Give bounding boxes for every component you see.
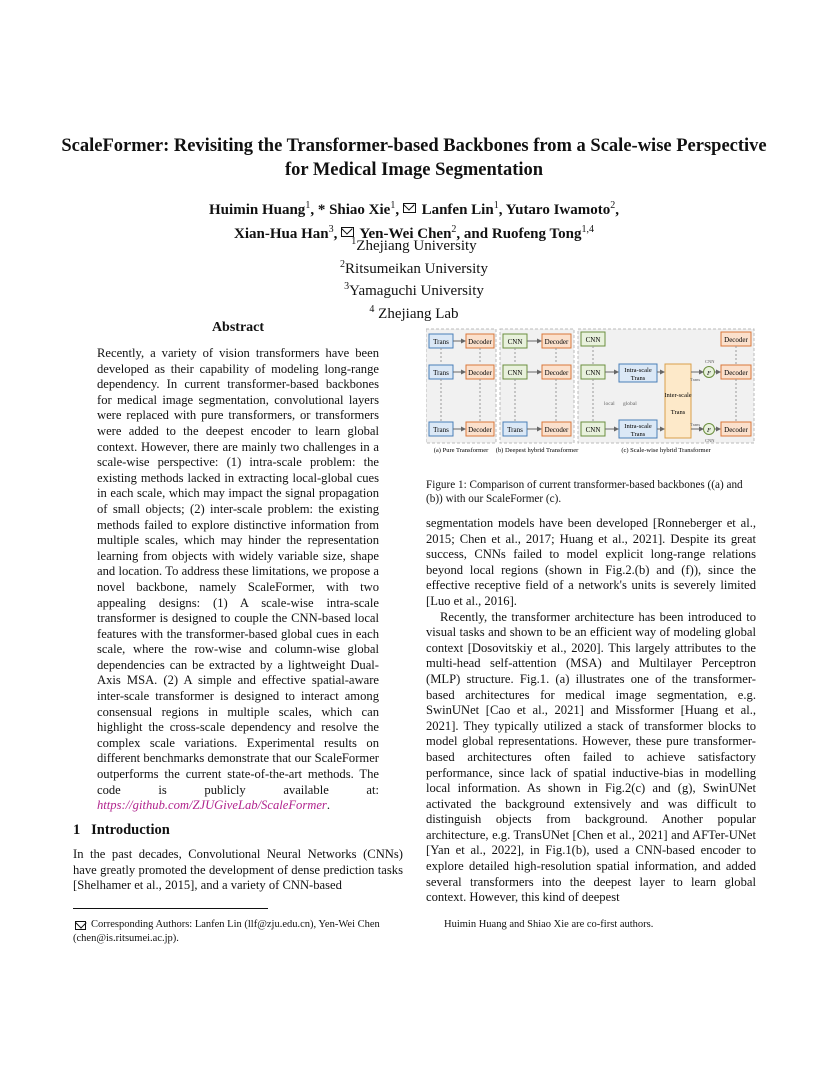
abstract-text: Recently, a variety of vision transformers have been developed as their capability of modeling long-range dependency. In current transformer-based backbones for medical image segmentation, convolutional layers were replaced with pure transformers, or transformers were added to the deepest encoder to learn global context. However, there are mainly two challenges in a scale-wise perspective: (1) intra-scale problem: the existing methods lacked in extracting local-global cues in each scale, which may impact the signal propagation of small objects; (2) inter-scale problem: the existing methods failed to explore distinctive information from multiple scales, which may hinder the representation learning from objects with widely variable size, shape and location. To address these limitations, we propose a novel backbone, namely ScaleFormer, with two appealing designs: (1) A scale-wise intra-scale transformer is designed to couple the CNN-based local features with the transformer-based global cues in each scale, where the row-wise and column-wise global dependencies can be extracted by a lightweight Dual-Axis MSA. (2) A simple and effective spatial-aware inter-scale transformer is designed to interact among consensual regions in multiple scales, which can highlight the cross-scale dependency and resolve the complex scale variations. Experimental results on different benchmarks demonstrate that our ScaleFormer outperforms the current state-of-the-art methods. The code is publicly available at: https://github.com/ZJUGiveLab/ScaleFormer. [97,346,379,813]
abstract-heading: Abstract [211,320,265,335]
footnote-cofirst: Huimin Huang and Shiao Xie are co-first authors. [444,919,654,930]
mail-icon [75,921,86,930]
decoder-label: Decoder [468,369,492,377]
decoder-label: Decoder [468,338,492,346]
figure-1 [426,325,756,469]
code-link[interactable]: https://github.com/ZJUGiveLab/ScaleFormer [97,798,327,813]
trans-label: Trans [507,426,523,434]
trans-label: Trans [690,377,701,382]
mail-icon [403,203,416,213]
abstract-body: Recently, a variety of vision transformers have been developed as their capability of modeling long-range dependency. In current transformer-based backbones for medical image segmentation, convolutional layers were replaced with pure transformers, or transformers were added to the deepest encoder to learn global context. However, there are mainly two challenges in a scale-wise perspective: (1) intra-scale problem: the existing methods lacked in extracting local-global cues in each scale, which may impact the signal propagation of small objects; (2) inter-scale problem: the existing methods failed to explore distinctive information from multiple scales, which may hinder the representation learning from objects with widely variable size, shape and location. To address these limitations, we propose a novel backbone, namely ScaleFormer, with two appealing designs: (1) A scale-wise intra-scale transformer is designed to couple the CNN-based local features with the transformer-based global cues in each scale, where the row-wise and column-wise global dependencies can be extracted by a lightweight Dual-Axis MSA. (2) A simple and effective spatial-aware inter-scale transformer is designed to interact among consensual regions in multiple scales, which can highlight the cross-scale dependency and resolve the complex scale variations. Experimental results on different benchmarks demonstrate that our ScaleFormer outperforms the current state-of-the-art methods. The code is publicly available at: [97,346,379,797]
trans-label: Trans [670,409,686,416]
footnote-text: Corresponding Authors: Lanfen Lin (llf@zju.edu.cn), Yen-Wei Chen (chen@is.ritsumei.ac.jp). [73,919,380,944]
fusion-label: F [707,370,711,377]
architecture-diagram [426,325,756,469]
affiliation: Zhejiang Lab [378,305,459,322]
decoder-label: Decoder [544,338,569,346]
section-heading [73,822,170,839]
decoder-label: Decoder [544,426,569,434]
author: Xian-Hua Han [234,226,329,242]
section-number: 1 [73,822,81,838]
trans-label: Trans [630,375,646,382]
decoder-label: Decoder [544,369,569,377]
paragraph: Recently, the transformer architecture has been introduced to visual tasks and shown to be an efficient way of modeling global context [Dosovitskiy et al., 2020]. This largely attributes to the multi-head self-attention (MSA) and Multilayer Perceptron (MLP) structure. Fig.1. (a) illustrates one of the transformer-based architectures for medical image segmentation, e.g. SwinUNet [Cao et al., 2021] and Missformer [Huang et al., 2021]. They typically utilized a stack of transformer blocks to model global representations. However, these pure transformer-based architectures often failed to achieve satisfactory performance, since lack of spatial inductive-bias in modelling local information. As shown in Fig.2(c) and (g), SwinUNet activated the background extensively and was difficult to distinguish objects from background. Another popular architecture, e.g. TransUNet [Chen et al., 2021] and AFTer-UNet [Yan et al., 2022], in Fig.1(b), used a CNN-based encoder to explore detailed high-resolution spatial information, and added several transformers into the deepest layer to learn global context. However, this kind of deepest [426,609,756,905]
trans-label: Trans [630,431,646,438]
cnn-label: CNN [585,336,601,344]
fusion-label: F [707,427,711,434]
affiliations: $^1$Zhejiang University $^2$Ritsumeikan University $^3$Yamaguchi University $^4$ Zhejiang Lab [340,236,488,322]
intro-paragraph: In the past decades, Convolutional Neural Networks (CNNs) have greatly promoted the development of dense prediction tasks [Shelhamer et al., 2015], and a variety of CNN-based [73,847,403,893]
section-title: Introduction [91,822,170,838]
author: Huimin Huang [209,202,306,218]
cnn-label: CNN [585,369,601,377]
intra-label: Intra-scale [624,423,652,430]
trans-label: Trans [433,369,449,377]
local-label: local [604,401,615,407]
cnn-label: CNN [705,359,715,364]
author: Shiao Xie [329,202,391,218]
right-column-text [426,516,756,906]
cnn-label: CNN [585,426,601,434]
intra-label: Intra-scale [624,367,652,374]
affiliation: Zhejiang University [356,238,477,254]
trans-label: Trans [433,426,449,434]
author: Yen-Wei Chen [359,226,452,242]
footnote-corresponding [73,918,403,946]
cnn-label: CNN [507,338,523,346]
author: Yutaro Iwamoto [505,202,611,218]
trans-label: Trans [690,422,701,427]
inter-label: Inter-scale [664,392,692,399]
footnote-rule [73,908,268,909]
author: Lanfen Lin [421,202,494,218]
cnn-label: CNN [705,438,715,443]
affiliation: Ritsumeikan University [345,260,488,277]
decoder-label: Decoder [724,426,748,434]
author-list: Huimin Huang$^1$, * Shiao Xie$^1$, Lanfen Lin$^1$, Yutaro Iwamoto$^2$, Xian-Hua Han$^3$, Yen-Wei Chen$^2$, and Ruofeng Tong$^{1,4}$ [209,200,619,242]
trans-label: Trans [433,338,449,346]
decoder-label: Decoder [724,336,748,344]
affiliation: Yamaguchi University [349,283,484,299]
decoder-label: Decoder [468,426,492,434]
paper-title: ScaleFormer: Revisiting the Transformer-based Backbones from a Scale-wise Perspective for Medical Image Segmentation [61,136,767,180]
subcaption-b: (b) Deepest hybrid Transformer [495,447,579,454]
subcaption-a: (a) Pure Transformer [433,447,489,454]
paragraph: segmentation models have been developed [Ronneberger et al., 2015; Chen et al., 2017; Huang et al., 2021]. Despite its great success, CNNs failed to model explicit long-range relations beyond local regions (shown in Fig.2.(b) and (f)), since the effective receptive field of a network's units is severely limited [Luo et al., 2016]. [426,516,756,608]
decoder-label: Decoder [724,369,748,377]
global-label: global [623,401,637,407]
author: Ruofeng Tong [491,226,582,242]
subcaption-c: (c) Scale-wise hybrid Transformer [621,447,711,454]
cnn-label: CNN [507,369,523,377]
figure-caption: Figure 1: Comparison of current transformer-based backbones ((a) and (b)) with our ScaleFormer (c). [426,479,743,505]
